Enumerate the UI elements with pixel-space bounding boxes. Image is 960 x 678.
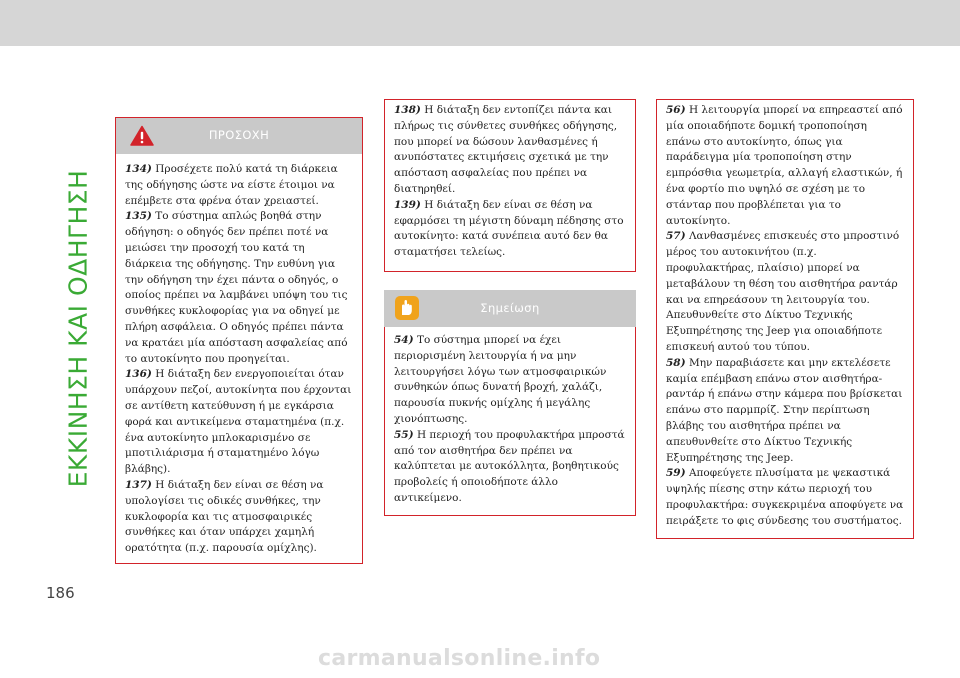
section-side-title bbox=[58, 78, 98, 578]
note-paragraph: 59) Αποφεύγετε πλυσίματα με ψεκαστικά υψηλής πίεσης στην κάτω περιοχή του προφυλακτήρα: συγκεκριμένα αποφύγετε να πειράξετε το φις σύνδεσης του συστήματος. bbox=[666, 467, 904, 527]
note-box-body bbox=[384, 327, 636, 516]
note-paragraph: 57) Λανθασμένες επισκευές στο μπροστινό μέρος του αυτοκινήτου (π.χ. προφυλακτήρας, πλαίσιο) μπορεί να μεταβάλουν τη θέση του αισθητήρα ραντάρ και να επηρεάσουν τη λειτουργία του. Απευθυνθείτε στο Δίκτυο Τεχνικής Εξυπηρέτησης της Jeep για οποιαδήποτε επισκευή αυτού του τύπου. bbox=[666, 230, 900, 353]
warning-continued-body bbox=[385, 100, 635, 271]
note-box-header bbox=[384, 290, 636, 327]
watermark-text: carmanualsonline.info bbox=[318, 646, 601, 671]
note-continued-body bbox=[657, 100, 913, 538]
warning-paragraph: 138) Η διάταξη δεν εντοπίζει πάντα και πλήρως τις σύνθετες συνθήκες οδήγησης, που μπορεί να δώσουν λανθασμένες ή ανυπόστατες εκτιμήσεις σχετικά με την απόσταση ασφαλείας που πρέπει να διατηρηθεί. bbox=[394, 104, 618, 195]
middle-column bbox=[384, 99, 636, 516]
top-band bbox=[0, 0, 960, 46]
warning-paragraph: 134) Προσέχετε πολύ κατά τη διάρκεια της οδήγησης ώστε να είστε έτοιμοι να επέμβετε στα φρένα όταν χρειαστεί. bbox=[125, 163, 338, 207]
warning-box-title: ΠΡΟΣΟΧΗ bbox=[208, 128, 270, 143]
hand-note-icon bbox=[394, 295, 420, 321]
note-paragraph: 56) Η λειτουργία μπορεί να επηρεαστεί από μία οποιαδήποτε δομική τροποποίηση επάνω στο αυτοκίνητο, όπως για παράδειγμα μία τροποποίηση στην εμπρόσθια γεωμετρία, αλλαγή ελαστικών, ή ένα φορτίο πιο υψηλό σε σχέση με το στάνταρ που προβλέπεται για το αυτοκίνητο. bbox=[666, 104, 903, 227]
warning-paragraph: 135) Το σύστημα απλώς βοηθά στην οδήγηση: ο οδηγός δεν πρέπει ποτέ να μειώσει την προσοχή του κατά τη διάρκεια της οδήγησης. Την ευθύνη για την οδήγηση την έχει πάντα ο οδηγός, ο οποίος πρέπει να λαμβάνει υπόψη του τις συνθήκες κυκλοφορίας για να οδηγεί με πλήρη ασφάλεια. Ο οδηγός πρέπει πάντα να κρατάει μία απόσταση ασφαλείας από το αυτοκίνητο που προηγείται. bbox=[125, 210, 348, 365]
warning-box-header bbox=[116, 118, 362, 154]
note-box bbox=[384, 290, 636, 516]
warning-box-continued bbox=[384, 99, 636, 272]
note-box-title: Σημείωση bbox=[480, 300, 540, 315]
warning-paragraph: 137) Η διάταξη δεν είναι σε θέση να υπολογίσει τις οδικές συνθήκες, την κυκλοφορία και τις ατμοσφαιρικές συνθήκες και όταν υπάρχει χαμηλή ορατότητα (π.χ. παρουσία ομίχλης). bbox=[125, 478, 324, 555]
warning-box-body bbox=[116, 154, 362, 563]
note-paragraph: 58) Μην παραβιάσετε και μην εκτελέσετε καμία επέμβαση επάνω στον αισθητήρα-ραντάρ ή επάνω στην κάμερα που βρίσκεται επάνω στο παρμπρίζ. Στην περίπτωση βλάβης του αισθητήρα πρέπει να απευθυνθείτε στο Δίκτυο Τεχνικής Εξυπηρέτησης της Jeep. bbox=[666, 356, 903, 464]
page-number: 186 bbox=[46, 584, 75, 602]
warning-box bbox=[115, 117, 363, 564]
note-paragraph: 54) Το σύστημα μπορεί να έχει περιορισμένη λειτουργία ή να μην λειτουργήσει λόγω των ατμοσφαιρικών συνθηκών όπως δυνατή βροχή, χαλάζι, παρουσία πυκνής ομίχλης ή μεγάλης χιονόπτωσης. bbox=[394, 333, 607, 425]
warning-triangle-icon bbox=[130, 125, 154, 146]
right-column bbox=[656, 99, 914, 539]
warning-paragraph: 136) Η διάταξη δεν ενεργοποιείται όταν υπάρχουν πεζοί, αυτοκίνητα που έρχονται σε αντίθετη κατεύθυνση ή με εγκάρσια φορά και αντικείμενα σταματημένα (π.χ. ένα αυτοκίνητο μπλοκαρισμένο σε μποτιλιάρισμα ή σταματημένο λόγω βλάβης). bbox=[125, 368, 352, 476]
warning-paragraph: 139) Η διάταξη δεν είναι σε θέση να εφαρμόσει τη μέγιστη δύναμη πέδησης στο αυτοκίνητο: κατά συνέπεια αυτό δεν θα σταματήσει τελείως. bbox=[394, 198, 624, 259]
note-paragraph: 55) Η περιοχή του προφυλακτήρα μπροστά από τον αισθητήρα δεν πρέπει να καλύπτεται με αυτοκόλλητα, βοηθητικούς προβολείς ή οποιοδήποτε άλλο αντικείμενο. bbox=[394, 428, 625, 504]
section-title-text: ΕΚΚΙΝΗΣΗ ΚΑΙ ΟΔΗΓΗΣΗ bbox=[63, 169, 93, 487]
warning-column bbox=[115, 117, 363, 564]
note-box-continued bbox=[656, 99, 914, 539]
